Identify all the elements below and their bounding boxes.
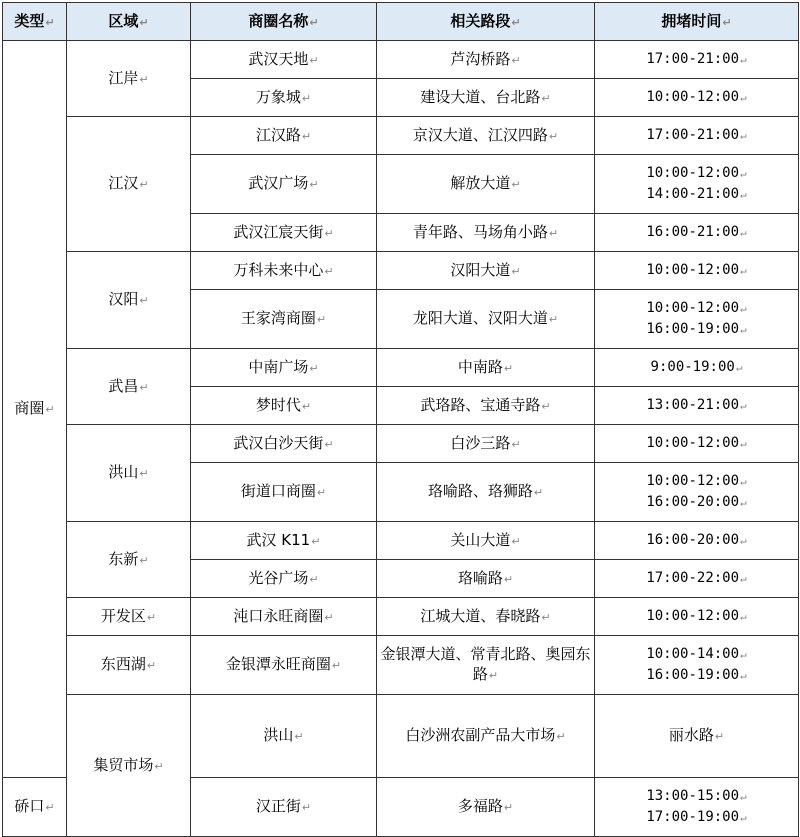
- name-cell-text: 武汉江宸天街: [233, 222, 324, 241]
- district-cell-text: 开发区: [100, 606, 146, 625]
- name-cell: [191, 41, 377, 79]
- header-name: 商圈名称↵: [191, 3, 377, 41]
- time-slot: 17:00-19:00↵: [646, 809, 747, 825]
- name-cell-text: 武汉广场: [248, 174, 309, 192]
- paragraph-mark-icon: ↵: [45, 801, 55, 814]
- paragraph-mark-icon: ↵: [740, 188, 747, 201]
- table-row: [3, 522, 799, 560]
- paragraph-mark-icon: ↵: [740, 167, 747, 180]
- paragraph-mark-icon: ↵: [503, 572, 514, 586]
- name-cell-text: 梦时代: [255, 395, 301, 414]
- paragraph-mark-icon: ↵: [324, 226, 334, 240]
- time-slot: 17:00-21:00↵: [646, 51, 747, 67]
- time-slot: 10:00-12:00↵: [646, 435, 747, 451]
- paragraph-mark-icon: ↵: [541, 91, 551, 105]
- header-type: 类型↵: [3, 3, 67, 41]
- paragraph-mark-icon: ↵: [740, 264, 747, 277]
- time-cell: [595, 778, 799, 837]
- paragraph-mark-icon: ↵: [309, 53, 319, 67]
- paragraph-mark-icon: ↵: [301, 399, 312, 413]
- header-time: 拥堵时间↵: [595, 3, 799, 41]
- paragraph-mark-icon: ↵: [301, 129, 312, 143]
- road-cell-text: 白沙三路: [450, 433, 511, 452]
- paragraph-mark-icon: ↵: [740, 302, 747, 315]
- road-cell-text: 武珞路、宝通寺路: [420, 395, 541, 414]
- road-cell-text: 金银潭大道、常青北路、奥园东路: [380, 645, 591, 683]
- name-cell-text: 街道口商圈: [240, 482, 316, 500]
- table-row: [3, 41, 799, 79]
- district-cell-text: 东新: [108, 549, 139, 568]
- district-cell: [67, 349, 191, 425]
- name-cell-text: 白沙洲农副产品大市场: [405, 726, 556, 744]
- road-cell-text: 丽水路: [668, 726, 714, 744]
- paragraph-mark-icon: ↵: [309, 178, 319, 191]
- district-cell: [67, 522, 191, 598]
- time-slot: 17:00-21:00↵: [646, 127, 747, 143]
- paragraph-mark-icon: ↵: [740, 323, 747, 336]
- paragraph-mark-icon: ↵: [488, 669, 499, 682]
- paragraph-mark-icon: ↵: [740, 648, 747, 661]
- road-cell-text: 多福路: [457, 797, 503, 815]
- time-cell: [595, 117, 799, 155]
- road-cell: [377, 778, 595, 837]
- name-cell-text: 汉正街: [255, 797, 301, 815]
- road-cell-text: 江城大道、春晓路: [420, 606, 541, 625]
- paragraph-mark-icon: ↵: [740, 496, 747, 509]
- district-cell: [67, 425, 191, 522]
- name-cell-text: 武汉白沙天街: [233, 433, 324, 452]
- road-cell-text: 珞喻路: [457, 568, 503, 587]
- paragraph-mark-icon: ↵: [714, 730, 725, 743]
- road-cell: [377, 598, 595, 636]
- paragraph-mark-icon: ↵: [740, 790, 747, 803]
- name-cell: [191, 79, 377, 117]
- road-cell: [377, 636, 595, 695]
- name-cell-text: 金银潭永旺商圈: [225, 655, 331, 673]
- type-cell-text: 商圈: [14, 399, 45, 417]
- road-cell-text: 京汉大道、江汉四路: [412, 125, 548, 144]
- paragraph-mark-icon: ↵: [45, 403, 55, 416]
- paragraph-mark-icon: ↵: [146, 659, 157, 672]
- paragraph-mark-icon: ↵: [548, 129, 559, 143]
- paragraph-mark-icon: ↵: [139, 178, 149, 191]
- table-row: [3, 252, 799, 290]
- paragraph-mark-icon: ↵: [139, 380, 149, 394]
- time-cell: [595, 41, 799, 79]
- paragraph-mark-icon: ↵: [533, 486, 544, 499]
- time-cell: [595, 636, 799, 695]
- type-cell: [3, 41, 67, 778]
- name-cell: [191, 463, 377, 522]
- road-cell: [377, 41, 595, 79]
- time-cell: [595, 463, 799, 522]
- paragraph-mark-icon: ↵: [740, 129, 747, 142]
- header-row: [3, 3, 799, 41]
- name-cell-text: 光谷广场: [248, 568, 309, 587]
- road-cell: [377, 349, 595, 387]
- name-cell-text: 沌口永旺商圈: [233, 606, 324, 625]
- table-row: [3, 636, 799, 695]
- road-cell: [377, 522, 595, 560]
- name-cell: [191, 214, 377, 252]
- name-cell: [191, 636, 377, 695]
- paragraph-mark-icon: ↵: [511, 178, 521, 191]
- time-cell: [595, 425, 799, 463]
- name-cell: [191, 117, 377, 155]
- paragraph-mark-icon: ↵: [311, 534, 321, 548]
- road-cell: [377, 214, 595, 252]
- type-cell: [67, 695, 191, 837]
- time-slot: 16:00-19:00↵: [646, 321, 747, 337]
- time-slot: 10:00-14:00↵: [646, 646, 747, 662]
- paragraph-mark-icon: ↵: [511, 437, 521, 451]
- name-cell-text: 万科未来中心: [233, 260, 324, 279]
- time-slot: 16:00-21:00↵: [646, 224, 747, 240]
- time-cell: [595, 522, 799, 560]
- road-cell-text: 珞喻路、珞狮路: [427, 482, 533, 500]
- name-cell-text: 武汉天地: [248, 49, 309, 68]
- paragraph-mark-icon: ↵: [316, 486, 327, 499]
- name-cell: [191, 349, 377, 387]
- paragraph-mark-icon: ↵: [139, 467, 149, 480]
- table-row: [3, 117, 799, 155]
- time-slot: 10:00-12:00↵: [646, 262, 747, 278]
- time-cell: [595, 290, 799, 349]
- paragraph-mark-icon: ↵: [324, 437, 334, 451]
- time-cell: [595, 155, 799, 214]
- paragraph-mark-icon: ↵: [324, 610, 334, 624]
- road-cell-text: 汉阳大道: [450, 260, 511, 279]
- road-cell: [377, 252, 595, 290]
- district-cell: [3, 778, 67, 837]
- paragraph-mark-icon: ↵: [154, 759, 164, 773]
- paragraph-mark-icon: ↵: [548, 313, 559, 326]
- road-cell-text: 青年路、马场角小路: [412, 222, 548, 241]
- district-cell: [67, 41, 191, 117]
- name-cell-text: 王家湾商圈: [240, 309, 316, 327]
- road-cell: [377, 155, 595, 214]
- paragraph-mark-icon: ↵: [511, 53, 521, 67]
- paragraph-mark-icon: ↵: [139, 294, 149, 307]
- time-cell: [595, 387, 799, 425]
- time-slot: 13:00-21:00↵: [646, 397, 747, 413]
- paragraph-mark-icon: ↵: [324, 264, 334, 278]
- name-cell-text: 万象城: [255, 87, 301, 106]
- paragraph-mark-icon: ↵: [740, 437, 747, 450]
- time-slot: 9:00-19:00↵: [650, 359, 743, 375]
- name-cell-text: 江汉路: [255, 125, 301, 144]
- paragraph-mark-icon: ↵: [503, 361, 514, 375]
- paragraph-mark-icon: ↵: [294, 730, 304, 743]
- time-slot: 10:00-12:00↵: [646, 165, 747, 181]
- district-cell-text: 汉阳: [108, 290, 139, 308]
- road-cell-text: 建设大道、台北路: [420, 87, 541, 106]
- time-slot: 14:00-21:00↵: [646, 186, 747, 202]
- district-cell-text: 江汉: [108, 174, 139, 192]
- name-cell-text: 中南广场: [248, 357, 309, 376]
- time-cell: [595, 252, 799, 290]
- road-cell-text: 关山大道: [450, 530, 511, 549]
- time-slot: 16:00-20:00↵: [646, 532, 747, 548]
- road-cell: [377, 117, 595, 155]
- paragraph-mark-icon: ↵: [740, 534, 747, 547]
- congestion-table: [2, 2, 799, 837]
- district-cell-text: 洪山: [263, 726, 294, 744]
- road-cell: [377, 290, 595, 349]
- paragraph-mark-icon: ↵: [331, 659, 342, 672]
- road-cell: [377, 79, 595, 117]
- paragraph-mark-icon: ↵: [139, 72, 149, 86]
- paragraph-mark-icon: ↵: [740, 226, 747, 239]
- paragraph-mark-icon: ↵: [139, 553, 149, 567]
- name-cell: [191, 778, 377, 837]
- table-body: [3, 41, 799, 837]
- table-row: [3, 425, 799, 463]
- time-cell: [595, 214, 799, 252]
- district-cell: [67, 636, 191, 695]
- paragraph-mark-icon: ↵: [740, 669, 747, 682]
- time-cell: [595, 349, 799, 387]
- paragraph-mark-icon: ↵: [316, 313, 327, 326]
- time-slot: 16:00-20:00↵: [646, 494, 747, 510]
- name-cell: [191, 425, 377, 463]
- paragraph-mark-icon: ↵: [740, 572, 747, 585]
- district-cell: [67, 598, 191, 636]
- paragraph-mark-icon: ↵: [740, 811, 747, 824]
- paragraph-mark-icon: ↵: [548, 226, 559, 240]
- name-cell: [191, 560, 377, 598]
- paragraph-mark-icon: ↵: [541, 610, 551, 624]
- time-slot: 10:00-12:00↵: [646, 473, 747, 489]
- road-cell-text: 芦沟桥路: [450, 49, 511, 68]
- paragraph-mark-icon: ↵: [740, 475, 747, 488]
- type-cell-text: 集贸市场: [93, 755, 154, 774]
- district-cell-text: 武昌: [108, 376, 139, 395]
- road-cell: [595, 695, 799, 778]
- name-cell-text: 武汉 K11: [246, 530, 311, 549]
- paragraph-mark-icon: ↵: [309, 361, 319, 375]
- name-cell: [191, 290, 377, 349]
- time-slot: 16:00-19:00↵: [646, 667, 747, 683]
- road-cell: [377, 425, 595, 463]
- district-cell-text: 江岸: [108, 68, 139, 87]
- paragraph-mark-icon: ↵: [503, 801, 514, 814]
- paragraph-mark-icon: ↵: [740, 91, 747, 104]
- paragraph-mark-icon: ↵: [740, 399, 747, 412]
- time-slot: 10:00-12:00↵: [646, 608, 747, 624]
- paragraph-mark-icon: ↵: [301, 91, 312, 105]
- time-cell: [595, 598, 799, 636]
- road-cell-text: 解放大道: [450, 174, 511, 192]
- paragraph-mark-icon: ↵: [511, 534, 521, 548]
- name-cell: [377, 695, 595, 778]
- paragraph-mark-icon: ↵: [541, 399, 551, 413]
- time-cell: [595, 560, 799, 598]
- paragraph-mark-icon: ↵: [511, 264, 521, 278]
- district-cell-text: 东西湖: [100, 655, 146, 673]
- name-cell: [191, 598, 377, 636]
- paragraph-mark-icon: ↵: [735, 361, 743, 374]
- time-cell: [595, 79, 799, 117]
- table-row: [3, 349, 799, 387]
- road-cell-text: 中南路: [457, 357, 503, 376]
- time-slot: 10:00-12:00↵: [646, 89, 747, 105]
- paragraph-mark-icon: ↵: [309, 572, 319, 586]
- header-road: 相关路段↵: [377, 3, 595, 41]
- name-cell: [191, 387, 377, 425]
- road-cell-text: 龙阳大道、汉阳大道: [412, 309, 548, 327]
- district-cell: [191, 695, 377, 778]
- time-slot: 17:00-22:00↵: [646, 570, 747, 586]
- name-cell: [191, 522, 377, 560]
- table-row: [3, 695, 799, 778]
- paragraph-mark-icon: ↵: [146, 610, 157, 624]
- road-cell: [377, 387, 595, 425]
- paragraph-mark-icon: ↵: [301, 801, 312, 814]
- header-district: 区域↵: [67, 3, 191, 41]
- paragraph-mark-icon: ↵: [740, 53, 747, 66]
- name-cell: [191, 155, 377, 214]
- paragraph-mark-icon: ↵: [556, 730, 566, 743]
- time-slot: 10:00-12:00↵: [646, 300, 747, 316]
- district-cell: [67, 117, 191, 252]
- table-row: [3, 598, 799, 636]
- district-cell-text: 硚口: [14, 797, 45, 815]
- road-cell: [377, 463, 595, 522]
- name-cell: [191, 252, 377, 290]
- district-cell-text: 洪山: [108, 463, 139, 481]
- time-slot: 13:00-15:00↵: [646, 788, 747, 804]
- paragraph-mark-icon: ↵: [740, 610, 747, 623]
- road-cell: [377, 560, 595, 598]
- district-cell: [67, 252, 191, 349]
